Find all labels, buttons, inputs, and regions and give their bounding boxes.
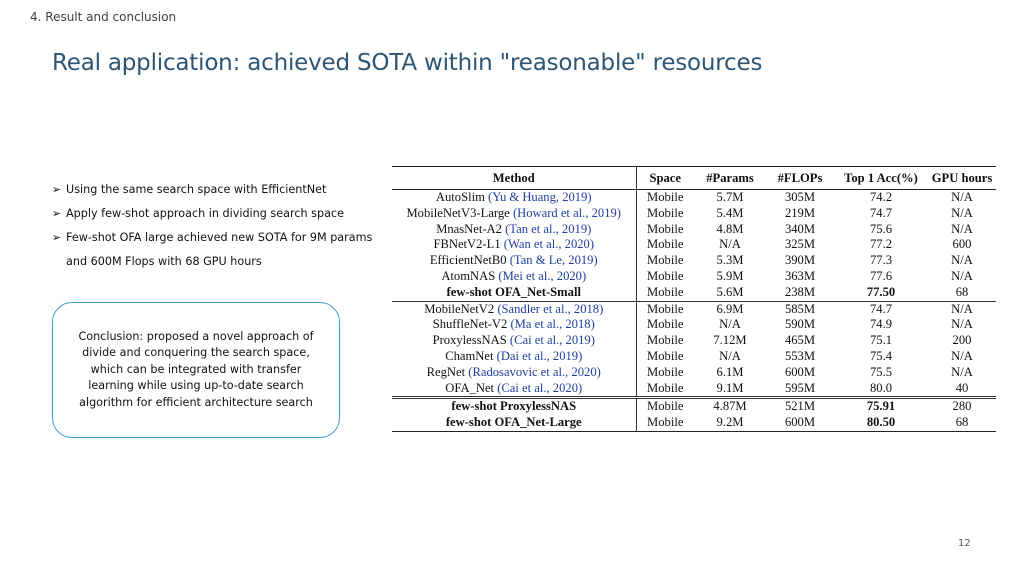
method-citation: (Tan & Le, 2019)	[509, 253, 598, 268]
cell-top1-acc: 80.50	[834, 415, 928, 431]
bullet-text: Few-shot OFA large achieved new SOTA for 9M params and 600M Flops with 68 GPU hours	[66, 231, 373, 268]
cell-params: 5.4M	[716, 205, 744, 220]
header-gpu-hours: GPU hours	[928, 167, 996, 190]
method-name: MobileNetV2	[424, 301, 495, 316]
table-row	[392, 349, 996, 365]
cell-gpu-hours: N/A	[928, 301, 996, 317]
cell-method	[392, 206, 636, 222]
method-name: RegNet	[426, 364, 466, 379]
table-row	[392, 301, 996, 317]
cell-flops: 553M	[784, 348, 816, 363]
method-citation: (Howard et al., 2019)	[512, 205, 621, 220]
cell-params: 9.2M	[694, 415, 766, 431]
cell-gpu-hours: 68	[955, 284, 969, 299]
table-row	[392, 365, 996, 381]
cell-params: N/A	[719, 317, 741, 332]
cell-flops: 340M	[784, 221, 816, 236]
method-citation: (Radosavovic et al., 2020)	[468, 364, 601, 379]
cell-params: 5.3M	[716, 253, 744, 268]
bullet-text: Using the same search space with EfficientNet	[66, 183, 327, 196]
header-top1-acc: Top 1 Acc(%)	[834, 167, 928, 190]
cell-top1-acc: 74.2	[869, 190, 893, 204]
cell-method	[392, 365, 636, 381]
cell-top1-acc: 75.4	[869, 348, 893, 363]
method-name: few-shot ProxylessNAS	[451, 399, 577, 414]
cell-gpu-hours: N/A	[951, 205, 973, 220]
table-row	[392, 285, 996, 301]
cell-top1-acc: 75.91	[834, 398, 928, 415]
cell-gpu-hours: N/A	[951, 364, 973, 379]
bullet-item	[52, 178, 392, 202]
cell-top1-acc: 74.7	[834, 301, 928, 317]
cell-params: 5.7M	[716, 190, 744, 204]
method-name: EfficientNetB0	[429, 253, 507, 268]
cell-space: Mobile	[647, 333, 684, 348]
cell-method	[392, 253, 636, 269]
cell-params: 7.12M	[713, 333, 747, 348]
cell-flops: 305M	[784, 190, 816, 204]
header-method: Method	[392, 167, 636, 190]
cell-method	[392, 333, 636, 349]
cell-method	[392, 317, 636, 333]
cell-method	[392, 381, 636, 398]
cell-space: Mobile	[647, 190, 684, 204]
cell-method	[392, 269, 636, 285]
arrow-bullet-icon: ➢	[52, 231, 62, 244]
cell-params: 4.8M	[716, 221, 744, 236]
cell-space: Mobile	[647, 237, 684, 252]
bullet-list	[52, 178, 392, 274]
cell-gpu-hours: 40	[955, 380, 969, 395]
header-params: #Params	[694, 167, 766, 190]
cell-top1-acc: 74.7	[869, 205, 893, 220]
cell-method	[392, 301, 636, 317]
table-row	[392, 381, 996, 398]
cell-params: 4.87M	[694, 398, 766, 415]
cell-top1-acc: 75.5	[869, 364, 893, 379]
results-table	[392, 166, 996, 432]
cell-gpu-hours: N/A	[951, 190, 973, 204]
cell-space: Mobile	[636, 415, 694, 431]
cell-method	[392, 349, 636, 365]
cell-method	[392, 398, 636, 415]
cell-space: Mobile	[647, 317, 684, 332]
cell-method	[392, 237, 636, 253]
cell-flops: 219M	[784, 205, 816, 220]
cell-top1-acc: 77.6	[869, 268, 893, 283]
cell-top1-acc: 75.1	[869, 333, 893, 348]
cell-gpu-hours: 280	[928, 398, 996, 415]
cell-top1-acc: 75.6	[869, 221, 893, 236]
method-name: ProxylessNAS	[432, 333, 507, 348]
cell-space: Mobile	[647, 380, 684, 395]
cell-top1-acc: 77.3	[869, 253, 893, 268]
cell-top1-acc: 74.9	[869, 317, 893, 332]
cell-top1-acc: 77.2	[869, 237, 893, 252]
table-header-row	[392, 167, 996, 190]
cell-method	[392, 222, 636, 238]
bullet-text: Apply few-shot approach in dividing search space	[66, 207, 344, 220]
cell-flops: 325M	[784, 237, 816, 252]
results-table-container	[392, 166, 996, 432]
table-row	[392, 415, 996, 431]
cell-params: 5.9M	[716, 268, 744, 283]
table-row	[392, 237, 996, 253]
cell-flops: 390M	[784, 253, 816, 268]
cell-params: 6.1M	[716, 364, 744, 379]
arrow-bullet-icon: ➢	[52, 183, 62, 196]
method-citation: (Tan et al., 2019)	[505, 221, 592, 236]
cell-space: Mobile	[636, 398, 694, 415]
page-number: 12	[958, 538, 971, 549]
conclusion-box	[52, 302, 340, 438]
cell-flops: 585M	[766, 301, 834, 317]
cell-params: N/A	[719, 237, 741, 252]
cell-space: Mobile	[647, 205, 684, 220]
method-name: few-shot OFA_Net-Small	[446, 284, 581, 299]
section-label: 4. Result and conclusion	[30, 10, 177, 24]
cell-space: Mobile	[636, 301, 694, 317]
cell-params: 6.9M	[694, 301, 766, 317]
conclusion-text: Conclusion: proposed a novel approach of divide and conquering the search space, which can be integrated with transfer learning while using up-to-date search algorithm for efficient architecture search	[78, 329, 314, 409]
table-row	[392, 398, 996, 415]
cell-gpu-hours: N/A	[951, 348, 973, 363]
cell-flops: 521M	[766, 398, 834, 415]
cell-flops: 465M	[784, 333, 816, 348]
cell-params: 5.6M	[716, 284, 744, 299]
cell-flops: 363M	[784, 268, 816, 283]
cell-gpu-hours: 600	[952, 237, 972, 252]
method-citation: (Dai et al., 2019)	[496, 348, 583, 363]
cell-space: Mobile	[647, 284, 684, 299]
method-name: AtomNAS	[441, 268, 496, 283]
cell-gpu-hours: N/A	[951, 268, 973, 283]
method-citation: (Wan et al., 2020)	[503, 237, 595, 252]
bullet-item	[52, 226, 392, 274]
cell-params: 9.1M	[716, 380, 744, 395]
method-citation: (Sandler et al., 2018)	[497, 301, 604, 316]
method-name: MobileNetV3-Large	[406, 205, 510, 220]
table-row	[392, 206, 996, 222]
method-name: ChamNet	[445, 348, 494, 363]
cell-top1-acc: 77.50	[866, 284, 896, 299]
table-row	[392, 190, 996, 206]
bullet-item	[52, 202, 392, 226]
cell-method	[392, 415, 636, 431]
method-citation: (Cai et al., 2019)	[509, 333, 595, 348]
method-citation: (Ma et al., 2018)	[510, 317, 595, 332]
cell-space: Mobile	[647, 268, 684, 283]
cell-gpu-hours: 200	[952, 333, 972, 348]
cell-flops: 595M	[784, 380, 816, 395]
cell-space: Mobile	[647, 364, 684, 379]
method-name: OFA_Net	[445, 380, 495, 395]
table-row	[392, 317, 996, 333]
method-citation: (Cai et al., 2020)	[497, 380, 583, 395]
cell-flops: 600M	[784, 364, 816, 379]
cell-params: N/A	[719, 348, 741, 363]
cell-gpu-hours: N/A	[951, 253, 973, 268]
method-citation: (Mei et al., 2020)	[498, 268, 587, 283]
method-citation: (Yu & Huang, 2019)	[488, 190, 592, 204]
cell-flops: 238M	[784, 284, 816, 299]
header-space: Space	[636, 167, 694, 190]
table-row	[392, 222, 996, 238]
table-row	[392, 253, 996, 269]
cell-gpu-hours: 68	[928, 415, 996, 431]
table-row	[392, 269, 996, 285]
method-name: ShuffleNet-V2	[432, 317, 508, 332]
slide-title: Real application: achieved SOTA within "reasonable" resources	[52, 50, 763, 76]
header-flops: #FLOPs	[766, 167, 834, 190]
method-name: MnasNet-A2	[436, 221, 502, 236]
method-name: FBNetV2-L1	[433, 237, 501, 252]
cell-space: Mobile	[647, 221, 684, 236]
cell-space: Mobile	[647, 348, 684, 363]
cell-flops: 600M	[766, 415, 834, 431]
cell-gpu-hours: N/A	[951, 221, 973, 236]
cell-method	[392, 285, 636, 301]
cell-gpu-hours: N/A	[951, 317, 973, 332]
cell-method	[392, 190, 636, 206]
cell-space: Mobile	[647, 253, 684, 268]
method-name: AutoSlim	[435, 190, 485, 204]
method-name: few-shot OFA_Net-Large	[445, 415, 582, 430]
cell-top1-acc: 80.0	[869, 380, 893, 395]
cell-flops: 590M	[784, 317, 816, 332]
arrow-bullet-icon: ➢	[52, 207, 62, 220]
table-row	[392, 333, 996, 349]
